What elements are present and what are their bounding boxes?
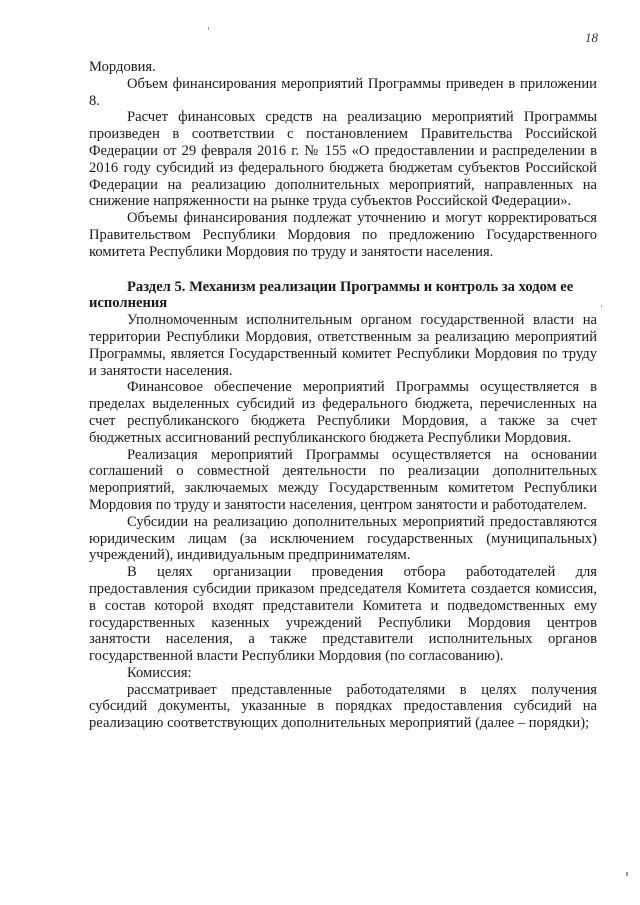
document-body	[89, 59, 597, 732]
scan-speck	[208, 27, 209, 30]
paragraph: Финансовое обеспечение мероприятий Программы осуществляется в пределах выделенных субсидий из федерального бюджета, перечисленных на счет республиканского бюджета Республики Мордовия, а также за счет бюджетных ассигнований республиканского бюджета Республики Мордовия.	[89, 379, 597, 446]
paragraph: Объемы финансирования подлежат уточнению и могут корректироваться Правительством Республики Мордовия по предложению Государственного комитета Республики Мордовия по труду и занятости населения.	[89, 210, 597, 260]
scan-speck	[626, 872, 628, 876]
paragraph: Комиссия:	[127, 664, 192, 681]
paragraph: Мордовия.	[89, 59, 156, 75]
page-number: 18	[585, 30, 598, 45]
section-heading: Раздел 5. Механизм реализации Программы и контроль за ходом ее исполнения	[89, 278, 574, 312]
paragraph: Объем финансирования мероприятий Программы приведен в приложении 8.	[89, 75, 597, 109]
paragraph: В целях организации проведения отбора работодателей для предоставления субсидии приказом председателя Комитета создается комиссия, в состав которой входят представители Комитета и подведомственных ему государственных казенных учреждений Республики Мордовия центров занятости населения, а также представители исполнительных органов государственной власти Республики Мордовия (по согласованию).	[89, 564, 597, 665]
paragraph: Субсидии на реализацию дополнительных мероприятий предоставляются юридическим лицам (за исключением государственных (муниципальных) учреждений), индивидуальным предпринимателям.	[89, 513, 597, 564]
paragraph: рассматривает представленные работодателями в целях получения субсидий документы, указанные в порядках предоставления субсидий на реализацию соответствующих дополнительных мероприятий (далее – порядки);	[89, 681, 597, 732]
scan-speck	[601, 305, 602, 307]
paragraph: Уполномоченным исполнительным органом государственной власти на территории Республики Мордовия, ответственным за реализацию мероприятий Программы, является Государственный комитет Республики Мордовия по труду и занятости населения.	[89, 312, 597, 379]
paragraph: Реализация мероприятий Программы осуществляется на основании соглашений о совместной деятельности по реализации дополнительных мероприятий, заключаемых между Государственным комитетом Республики Мордовия по труду и занятости населения, центром занятости и работодателем.	[89, 446, 597, 513]
paragraph: Расчет финансовых средств на реализацию мероприятий Программы произведен в соответствии с постановлением Правительства Российской Федерации от 29 февраля 2016 г. № 155 «О предоставлении и распределении в 2016 году субсидий из федерального бюджета бюджетам субъектов Российской Федерации на реализацию дополнительных мероприятий, направленных на снижение напряженности на рынке труда субъектов Российской Федерации».	[89, 109, 597, 210]
section-spacer	[89, 261, 597, 279]
